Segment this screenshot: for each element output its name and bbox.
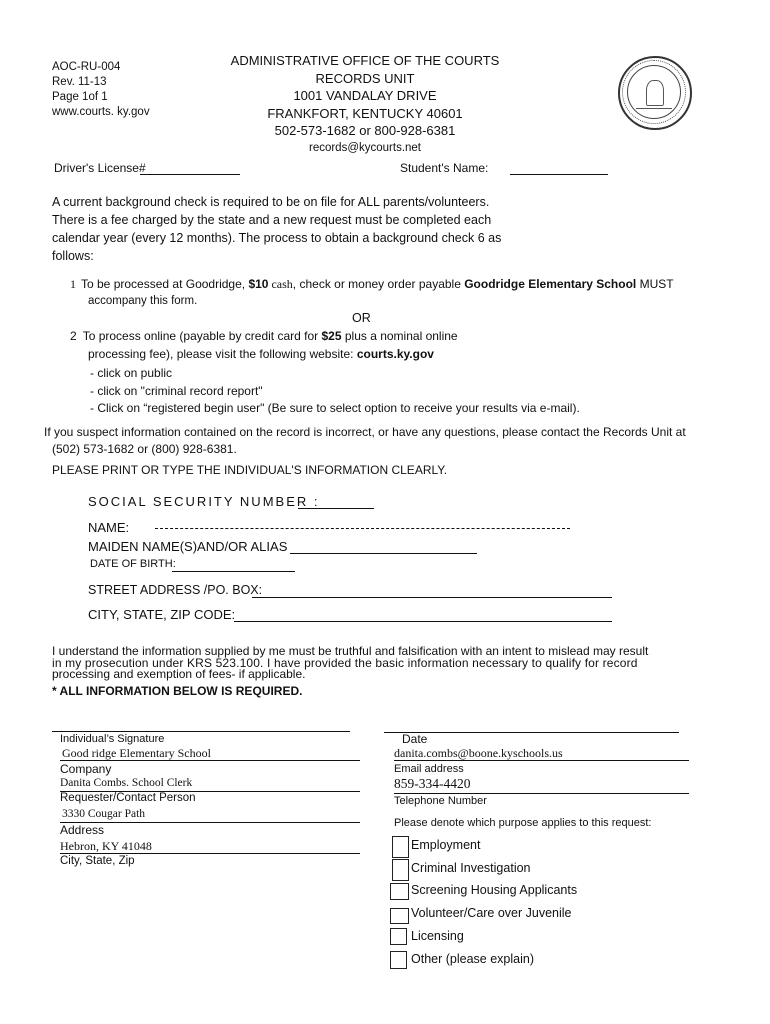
page-number: Page 1of 1 — [52, 91, 108, 103]
purpose-prompt: Please denote which purpose applies to this request: — [394, 817, 652, 829]
print-instruction: PLEASE PRINT OR TYPE THE INDIVIDUAL'S INFORMATION CLEARLY. — [52, 463, 448, 477]
option-2 — [70, 327, 458, 345]
org-name: ADMINISTRATIVE OFFICE OF THE COURTS — [230, 53, 500, 68]
courts-website-link[interactable]: courts.ky.gov — [356, 347, 434, 361]
email-line — [394, 760, 689, 761]
street-label: STREET ADDRESS /PO. BOX: — [88, 583, 263, 597]
org-city: FRANKFORT, KENTUCKY 40601 — [267, 105, 463, 121]
requester-label: Requester/Contact Person — [60, 792, 196, 804]
maiden-name-line[interactable] — [290, 553, 477, 554]
incorrect-info-line2: (502) 573-1682 or (800) 928-6381. — [52, 442, 237, 456]
company-value[interactable]: Good ridge Elementary School — [62, 746, 211, 760]
address-value[interactable]: 3330 Cougar Path — [62, 808, 146, 820]
other-checkbox[interactable] — [390, 951, 407, 969]
drivers-license-label: Driver's License# — [54, 161, 146, 175]
employment-checkbox[interactable] — [392, 836, 409, 858]
certification-line: processing and exemption of fees- if applicable. — [52, 667, 306, 681]
students-name-label: Student's Name: — [400, 161, 489, 175]
intro-line: follows: — [52, 249, 94, 263]
form-id: AOC-RU-004 — [52, 61, 121, 73]
option-1 — [70, 275, 674, 293]
seal-icon — [618, 56, 692, 130]
option-1-line2: accompany this form. — [88, 295, 198, 307]
required-note: * ALL INFORMATION BELOW IS REQUIRED. — [52, 684, 303, 698]
ssn-line[interactable] — [298, 508, 374, 509]
option-1-text: To be processed at Goodridge, — [81, 277, 249, 291]
certification-line: I understand the information supplied by me must be truthful and falsification with an intent to mislead may result — [52, 644, 649, 658]
housing-checkbox[interactable] — [390, 883, 409, 900]
intro-line: There is a fee charged by the state and a new request must be completed each — [52, 213, 492, 227]
option-1-cash: cash — [268, 277, 293, 291]
students-name-line[interactable] — [510, 174, 608, 175]
org-email: records@kycourts.net — [308, 141, 422, 154]
certification-text — [52, 646, 648, 681]
housing-label: Screening Housing Applicants — [411, 883, 578, 897]
phone-value[interactable]: 859-334-4420 — [394, 776, 471, 791]
option-2-amount: $25 — [321, 329, 342, 343]
dob-line[interactable] — [172, 571, 295, 572]
option-1-number: 1 — [70, 277, 76, 291]
street-line[interactable] — [252, 597, 612, 598]
signature-label: Individual’s Signature — [60, 733, 165, 745]
option-1-must: MUST — [636, 277, 674, 291]
or-label: OR — [352, 311, 371, 325]
option-1-payee: Goodridge Elementary School — [464, 277, 637, 291]
criminal-investigation-checkbox[interactable] — [392, 859, 409, 881]
employment-label: Employment — [411, 838, 481, 852]
option-1-amount: $10 — [248, 277, 269, 291]
city-value[interactable]: Hebron, KY 41048 — [60, 839, 152, 853]
intro-line: calendar year (every 12 months). The process to obtain a background check 6 as — [52, 231, 502, 245]
option-2-number: 2 — [70, 329, 77, 343]
name-line[interactable] — [155, 528, 570, 529]
org-street: 1001 VANDALAY DRIVE — [293, 88, 437, 103]
company-label: Company — [60, 762, 112, 776]
online-step: - Click on “registered begin user" (Be sure to select option to receive your results via e-mail). — [90, 401, 580, 415]
certification-line: in my prosecution under KRS 523.100. I have provided the basic information necessary to qualify for record — [52, 655, 638, 670]
volunteer-label: Volunteer/Care over Juvenile — [411, 906, 572, 920]
intro-paragraph — [52, 193, 501, 265]
date-label: Date — [402, 732, 428, 746]
email-value[interactable]: danita.combs@boone.kyschools.us — [394, 746, 563, 760]
option-2-text: To process online (payable by credit card for — [82, 329, 322, 343]
online-step: - click on "criminal record report" — [90, 383, 263, 398]
signature-line[interactable] — [52, 731, 350, 732]
email-label: Email address — [394, 763, 464, 775]
address-label: Address — [60, 823, 105, 837]
incorrect-info-line1: If you suspect information contained on the record is incorrect, or have any questions, please contact the Records Unit at — [44, 425, 686, 439]
revision: Rev. 11-13 — [52, 76, 107, 88]
option-2-text2: plus a nominal online — [341, 329, 458, 343]
option-2-line2 — [88, 345, 434, 363]
website: www.courts. ky.gov — [52, 106, 150, 118]
city-state-zip-line[interactable] — [234, 621, 612, 622]
option-1-text2: , check or money order payable — [292, 277, 465, 291]
name-label: NAME: — [88, 520, 130, 535]
company-line — [60, 760, 360, 761]
online-step: - click on public — [90, 366, 173, 380]
dob-label: DATE OF BIRTH: — [90, 558, 176, 570]
other-label: Other (please explain) — [411, 952, 534, 966]
volunteer-checkbox[interactable] — [390, 908, 409, 924]
city-state-zip-label: CITY, STATE, ZIP CODE: — [88, 607, 236, 622]
drivers-license-line[interactable] — [140, 174, 240, 175]
address-line — [60, 822, 360, 823]
requester-value[interactable]: Danita Combs. School Clerk — [60, 777, 193, 789]
phone-label: Telephone Number — [394, 795, 487, 807]
intro-line: A current background check is required to be on file for ALL parents/volunteers. — [52, 195, 490, 209]
licensing-label: Licensing — [411, 929, 464, 943]
phone-line — [394, 793, 689, 794]
org-phone: 502-573-1682 or 800-928-6381 — [274, 123, 456, 138]
option-2-visit: processing fee), please visit the following website: — [88, 347, 357, 361]
maiden-name-label: MAIDEN NAME(S)AND/OR ALIAS — [88, 539, 288, 554]
court-header — [200, 52, 530, 157]
date-line[interactable] — [384, 732, 679, 733]
online-steps — [90, 365, 580, 418]
city-label: City, State, Zip — [60, 855, 135, 867]
city-line — [60, 853, 360, 854]
licensing-checkbox[interactable] — [390, 928, 407, 945]
ssn-label: SOCIAL SECURITY NUMBER : — [88, 494, 320, 509]
criminal-investigation-label: Criminal Investigation — [411, 861, 531, 875]
org-unit: RECORDS UNIT — [315, 70, 415, 86]
